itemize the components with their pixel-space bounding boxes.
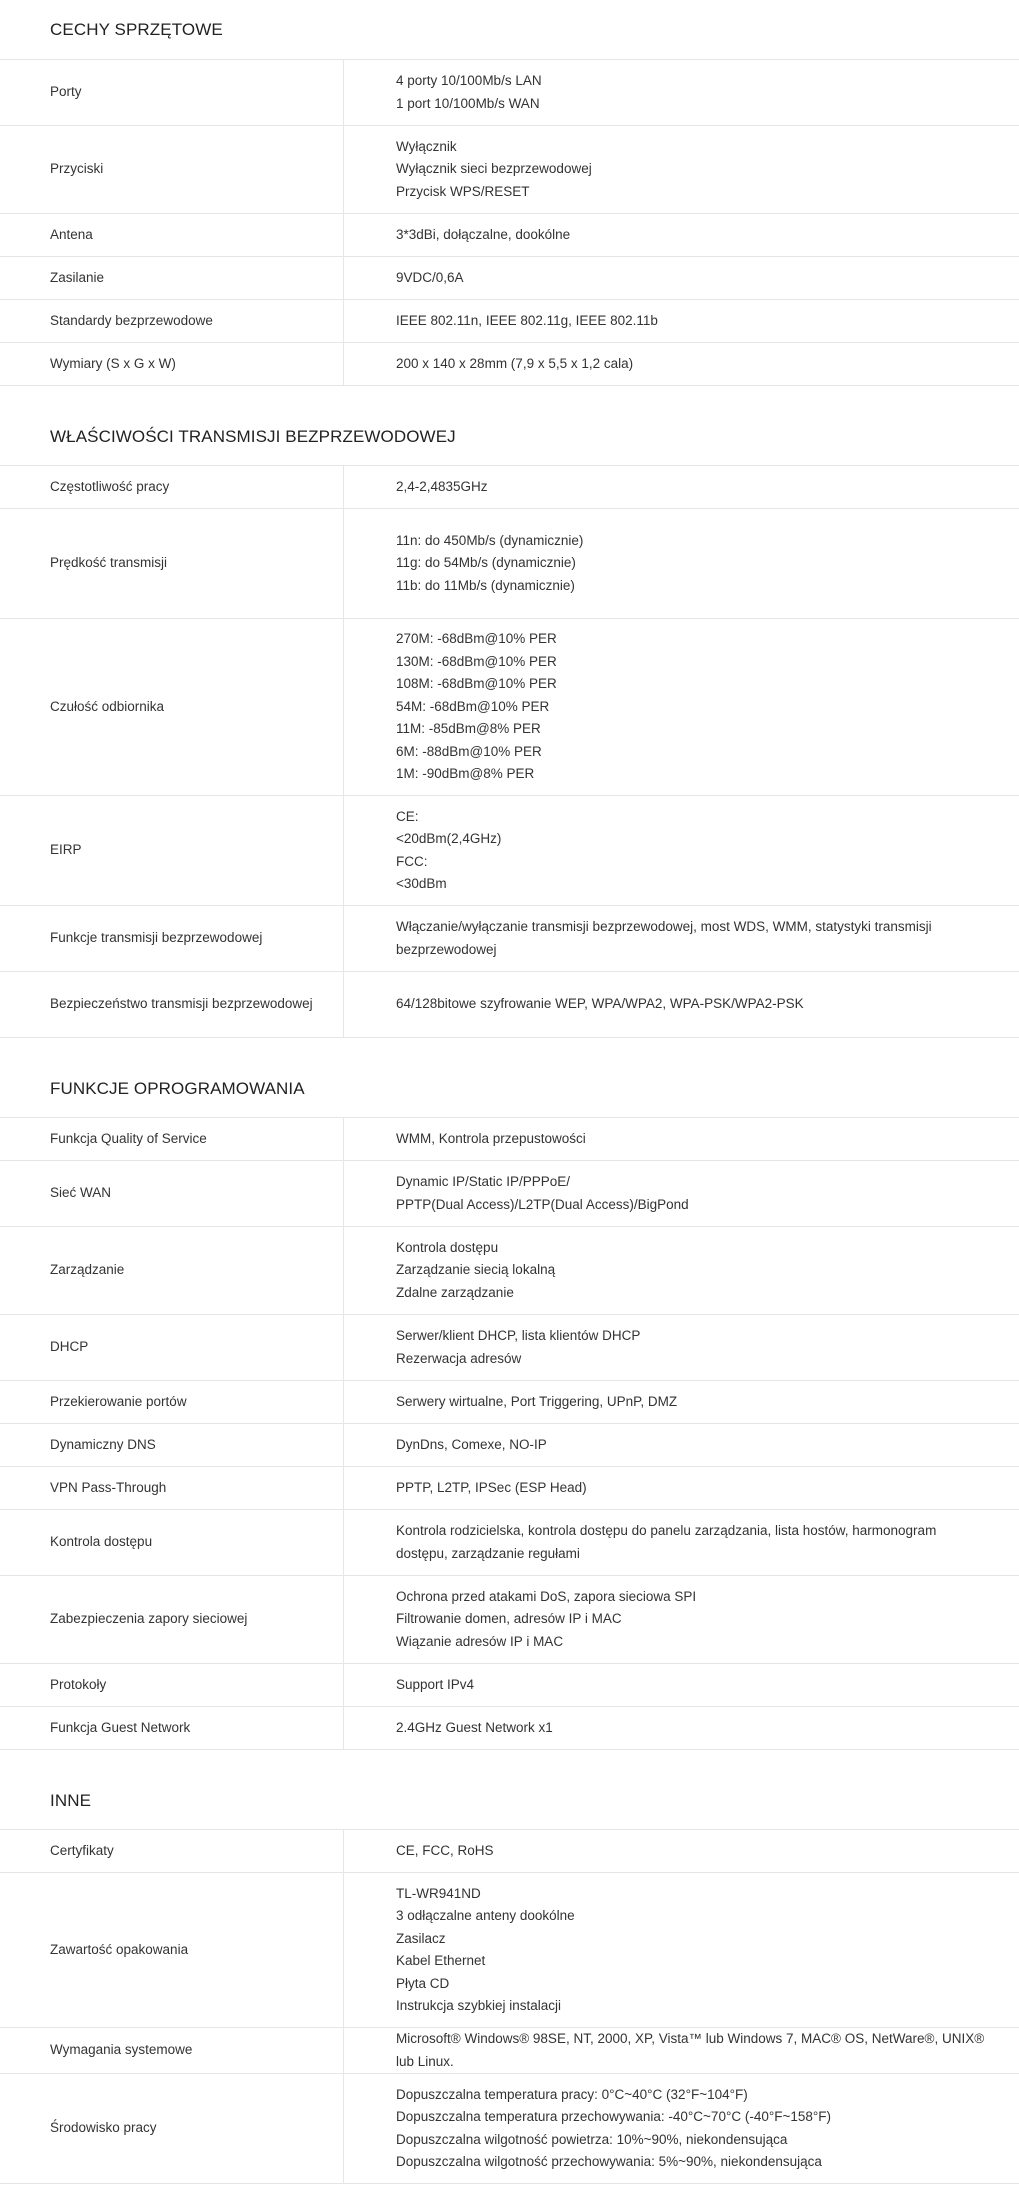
spec-value-line: Zdalne zarządzanie	[396, 1284, 514, 1300]
spec-label: DHCP	[0, 1315, 344, 1380]
spec-value	[344, 1510, 1019, 1575]
table-row	[0, 1161, 1019, 1227]
spec-value-line: Kontrola dostępu	[396, 1239, 499, 1255]
spec-value-line: Dopuszczalna temperatura przechowywania: -40°C~70°C (-40°F~158°F)	[396, 2109, 832, 2124]
spec-value	[344, 300, 1019, 342]
table-row	[0, 1118, 1019, 1161]
spec-value-line: PPTP(Dual Access)/L2TP(Dual Access)/BigPond	[396, 1196, 689, 1212]
spec-value-line: 6M: -88dBm@10% PER	[396, 743, 542, 759]
spec-label: Zabezpieczenia zapory sieciowej	[0, 1576, 344, 1663]
table-row	[0, 126, 1019, 214]
spec-label: Protokoły	[0, 1664, 344, 1706]
spec-value-line: 1M: -90dBm@8% PER	[396, 766, 535, 782]
spec-value-line: FCC:	[396, 853, 428, 869]
spec-label: Standardy bezprzewodowe	[0, 300, 344, 342]
spec-value-line: PPTP, L2TP, IPSec (ESP Head)	[396, 1479, 587, 1495]
table-row	[0, 906, 1019, 972]
spec-value-line: 130M: -68dBm@10% PER	[396, 653, 557, 669]
section-title: FUNKCJE OPROGRAMOWANIA	[0, 1038, 1019, 1118]
spec-value	[344, 1315, 1019, 1380]
spec-section	[0, 1038, 1019, 1750]
spec-value	[344, 972, 1019, 1037]
spec-label: Wymagania systemowe	[0, 2028, 344, 2073]
spec-label: Zarządzanie	[0, 1227, 344, 1314]
spec-value	[344, 796, 1019, 905]
spec-value-line: Włączanie/wyłączanie transmisji bezprzewodowej, most WDS, WMM, statystyki transmisji bezprzewodowej	[396, 919, 932, 957]
spec-label: Dynamiczny DNS	[0, 1424, 344, 1466]
spec-section	[0, 1750, 1019, 2184]
spec-value	[344, 619, 1019, 795]
spec-table	[0, 1118, 1019, 1750]
spec-value-line: WMM, Kontrola przepustowości	[396, 1130, 586, 1146]
spec-value	[344, 1118, 1019, 1160]
spec-value	[344, 509, 1019, 618]
spec-label: Przekierowanie portów	[0, 1381, 344, 1423]
table-row	[0, 1227, 1019, 1315]
spec-label: Porty	[0, 60, 344, 125]
spec-value-line: Filtrowanie domen, adresów IP i MAC	[396, 1611, 622, 1627]
spec-value	[344, 126, 1019, 213]
spec-label: Częstotliwość pracy	[0, 466, 344, 508]
spec-value	[344, 343, 1019, 385]
spec-value-line: 64/128bitowe szyfrowanie WEP, WPA/WPA2, WPA-PSK/WPA2-PSK	[396, 996, 804, 1012]
spec-value-line: 11M: -85dBm@8% PER	[396, 721, 541, 737]
table-row	[0, 2074, 1019, 2184]
spec-table	[0, 60, 1019, 386]
spec-value-line: Serwer/klient DHCP, lista klientów DHCP	[396, 1328, 641, 1343]
spec-label: Funkcje transmisji bezprzewodowej	[0, 906, 344, 971]
spec-value	[344, 1467, 1019, 1509]
spec-value-line: 2,4-2,4835GHz	[396, 478, 488, 494]
spec-value-line: DynDns, Comexe, NO-IP	[396, 1436, 547, 1452]
spec-label: Prędkość transmisji	[0, 509, 344, 618]
spec-value	[344, 1227, 1019, 1314]
spec-value	[344, 1161, 1019, 1226]
table-row	[0, 972, 1019, 1038]
spec-label: EIRP	[0, 796, 344, 905]
spec-section	[0, 386, 1019, 1038]
table-row	[0, 257, 1019, 300]
spec-value-line: Wyłącznik	[396, 138, 457, 154]
spec-value-line: Zarządzanie siecią lokalną	[396, 1262, 556, 1278]
table-row	[0, 1873, 1019, 2028]
spec-value-line: 4 porty 10/100Mb/s LAN	[396, 73, 542, 88]
table-row	[0, 1664, 1019, 1707]
spec-value-line: Rezerwacja adresów	[396, 1350, 522, 1366]
table-row	[0, 1576, 1019, 1664]
spec-value	[344, 1576, 1019, 1663]
section-title: INNE	[0, 1750, 1019, 1830]
spec-value-line: Dopuszczalna wilgotność powietrza: 10%~90%, niekondensująca	[396, 2131, 788, 2147]
spec-value	[344, 257, 1019, 299]
spec-value	[344, 1381, 1019, 1423]
spec-label: Sieć WAN	[0, 1161, 344, 1226]
spec-label: Przyciski	[0, 126, 344, 213]
table-row	[0, 1467, 1019, 1510]
spec-value-line: Support IPv4	[396, 1676, 475, 1692]
spec-value-line: IEEE 802.11n, IEEE 802.11g, IEEE 802.11b	[396, 312, 658, 328]
spec-value-line: 1 port 10/100Mb/s WAN	[396, 95, 540, 111]
table-row	[0, 1830, 1019, 1873]
spec-value-line: Instrukcja szybkiej instalacji	[396, 1998, 562, 2013]
spec-value	[344, 1873, 1019, 2027]
spec-value-line: 108M: -68dBm@10% PER	[396, 676, 557, 692]
table-row	[0, 1381, 1019, 1424]
spec-value-line: Zasilacz	[396, 1930, 446, 1946]
spec-value-line: <30dBm	[396, 876, 447, 891]
spec-value-line: Wyłącznik sieci bezprzewodowej	[396, 161, 592, 177]
spec-section	[0, 0, 1019, 386]
spec-value-line: Dopuszczalna temperatura pracy: 0°C~40°C (32°F~104°F)	[396, 2086, 748, 2102]
table-row	[0, 60, 1019, 126]
table-row	[0, 1424, 1019, 1467]
spec-value-line: Płyta CD	[396, 1975, 450, 1991]
spec-value	[344, 2074, 1019, 2183]
spec-value-line: 11n: do 450Mb/s (dynamicznie)	[396, 532, 584, 548]
spec-label: Bezpieczeństwo transmisji bezprzewodowej	[0, 972, 344, 1037]
spec-value-line: Przycisk WPS/RESET	[396, 183, 530, 199]
table-row	[0, 214, 1019, 257]
table-row	[0, 343, 1019, 386]
spec-label: Funkcja Quality of Service	[0, 1118, 344, 1160]
spec-value-line: 270M: -68dBm@10% PER	[396, 631, 557, 647]
table-row	[0, 300, 1019, 343]
table-row	[0, 466, 1019, 509]
spec-table	[0, 1830, 1019, 2184]
spec-value	[344, 1707, 1019, 1749]
spec-value	[344, 466, 1019, 508]
spec-value	[344, 1830, 1019, 1872]
spec-value-line: Dynamic IP/Static IP/PPPoE/	[396, 1174, 571, 1189]
spec-value-line: 9VDC/0,6A	[396, 269, 464, 285]
spec-value	[344, 2028, 1019, 2073]
spec-value-line: Kontrola rodzicielska, kontrola dostępu do panelu zarządzania, lista hostów, harmonogram dostępu, zarządzanie regułami	[396, 1523, 937, 1561]
spec-value-line: 2.4GHz Guest Network x1	[396, 1719, 553, 1735]
spec-label: Czułość odbiornika	[0, 619, 344, 795]
spec-value-line: <20dBm(2,4GHz)	[396, 831, 502, 846]
spec-table	[0, 466, 1019, 1038]
spec-value-line: 11g: do 54Mb/s (dynamicznie)	[396, 555, 576, 571]
spec-value-line: Wiązanie adresów IP i MAC	[396, 1633, 564, 1649]
spec-label: Kontrola dostępu	[0, 1510, 344, 1575]
spec-value	[344, 1664, 1019, 1706]
spec-value-line: Kabel Ethernet	[396, 1953, 486, 1968]
spec-label: Zasilanie	[0, 257, 344, 299]
spec-value	[344, 60, 1019, 125]
spec-value-line: Ochrona przed atakami DoS, zapora sieciowa SPI	[396, 1588, 697, 1604]
spec-value-line: TL-WR941ND	[396, 1885, 481, 1901]
spec-label: VPN Pass-Through	[0, 1467, 344, 1509]
spec-value-line: CE, FCC, RoHS	[396, 1842, 494, 1858]
spec-value-line: 3*3dBi, dołączalne, dookólne	[396, 226, 571, 242]
spec-label: Funkcja Guest Network	[0, 1707, 344, 1749]
spec-label: Zawartość opakowania	[0, 1873, 344, 2027]
table-row	[0, 796, 1019, 906]
table-row	[0, 619, 1019, 796]
table-row	[0, 1707, 1019, 1750]
spec-value-line: 11b: do 11Mb/s (dynamicznie)	[396, 577, 575, 593]
table-row	[0, 2028, 1019, 2074]
table-row	[0, 1510, 1019, 1576]
table-row	[0, 1315, 1019, 1381]
spec-value	[344, 906, 1019, 971]
spec-value-line: 54M: -68dBm@10% PER	[396, 698, 550, 714]
spec-value	[344, 214, 1019, 256]
spec-value-line: Microsoft® Windows® 98SE, NT, 2000, XP, Vista™ lub Windows 7, MAC® OS, NetWare®, UNIX® lub Linux.	[396, 2031, 985, 2069]
table-row	[0, 509, 1019, 619]
section-title: WŁAŚCIWOŚCI TRANSMISJI BEZPRZEWODOWEJ	[0, 386, 1019, 466]
spec-value-line: Serwery wirtualne, Port Triggering, UPnP, DMZ	[396, 1393, 678, 1409]
section-title: CECHY SPRZĘTOWE	[0, 0, 1019, 60]
spec-value-line: Dopuszczalna wilgotność przechowywania: 5%~90%, niekondensująca	[396, 2154, 822, 2169]
spec-label: Środowisko pracy	[0, 2074, 344, 2183]
spec-label: Wymiary (S x G x W)	[0, 343, 344, 385]
spec-value	[344, 1424, 1019, 1466]
spec-value-line: 200 x 140 x 28mm (7,9 x 5,5 x 1,2 cala)	[396, 355, 634, 371]
spec-value-line: 3 odłączalne anteny dookólne	[396, 1908, 575, 1923]
spec-label: Antena	[0, 214, 344, 256]
spec-label: Certyfikaty	[0, 1830, 344, 1872]
spec-value-line: CE:	[396, 808, 419, 824]
